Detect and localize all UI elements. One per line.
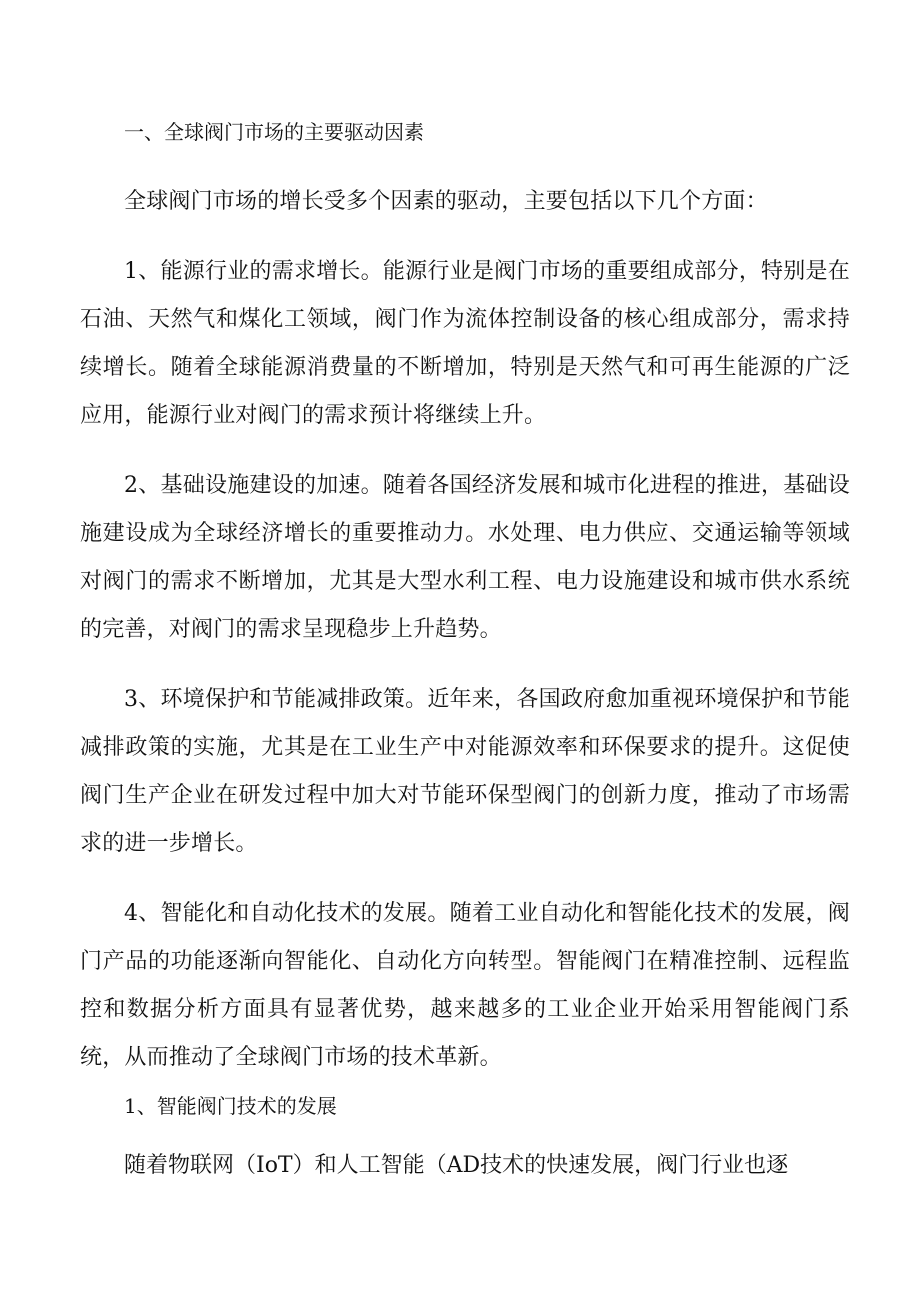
section-heading: 一、全球阀门市场的主要驱动因素 xyxy=(124,120,424,144)
paragraph-environment-policy: 3、环境保护和节能减排政策。近年来，各国政府愈加重视环境保护和节能减排政策的实施，尤其是在工业生产中对能源效率和环保要求的提升。这促使阀门生产企业在研发过程中加大对节能环保型阀门的创新力度，推动了市场需求的进一步增长。 xyxy=(80,687,850,856)
tail-paragraph: 随着物联网（IoT）和人工智能（AD技术的快速发展，阀门行业也逐 xyxy=(124,1153,789,1178)
paragraph-infrastructure: 2、基础设施建设的加速。随着各国经济发展和城市化进程的推进，基础设施建设成为全球经济增长的重要推动力。水处理、电力供应、交通运输等领域对阀门的需求不断增加，尤其是大型水利工程、电力设施建设和城市供水系统的完善，对阀门的需求呈现稳步上升趋势。 xyxy=(80,473,850,642)
paragraph-smart-automation: 4、智能化和自动化技术的发展。随着工业自动化和智能化技术的发展，阀门产品的功能逐渐向智能化、自动化方向转型。智能阀门在精准控制、远程监控和数据分析方面具有显著优势，越来越多的工业企业开始采用智能阀门系统，从而推动了全球阀门市场的技术革新。 xyxy=(80,901,850,1070)
paragraph-energy-demand: 1、能源行业的需求增长。能源行业是阀门市场的重要组成部分，特别是在石油、天然气和煤化工领域，阀门作为流体控制设备的核心组成部分，需求持续增长。随着全球能源消费量的不断增加，特别是天然气和可再生能源的广泛应用，能源行业对阀门的需求预计将继续上升。 xyxy=(80,259,850,428)
sub-heading: 1、智能阀门技术的发展 xyxy=(124,1094,337,1118)
intro-paragraph: 全球阀门市场的增长受多个因素的驱动，主要包括以下几个方面： xyxy=(124,189,768,214)
document-body xyxy=(80,108,850,1190)
